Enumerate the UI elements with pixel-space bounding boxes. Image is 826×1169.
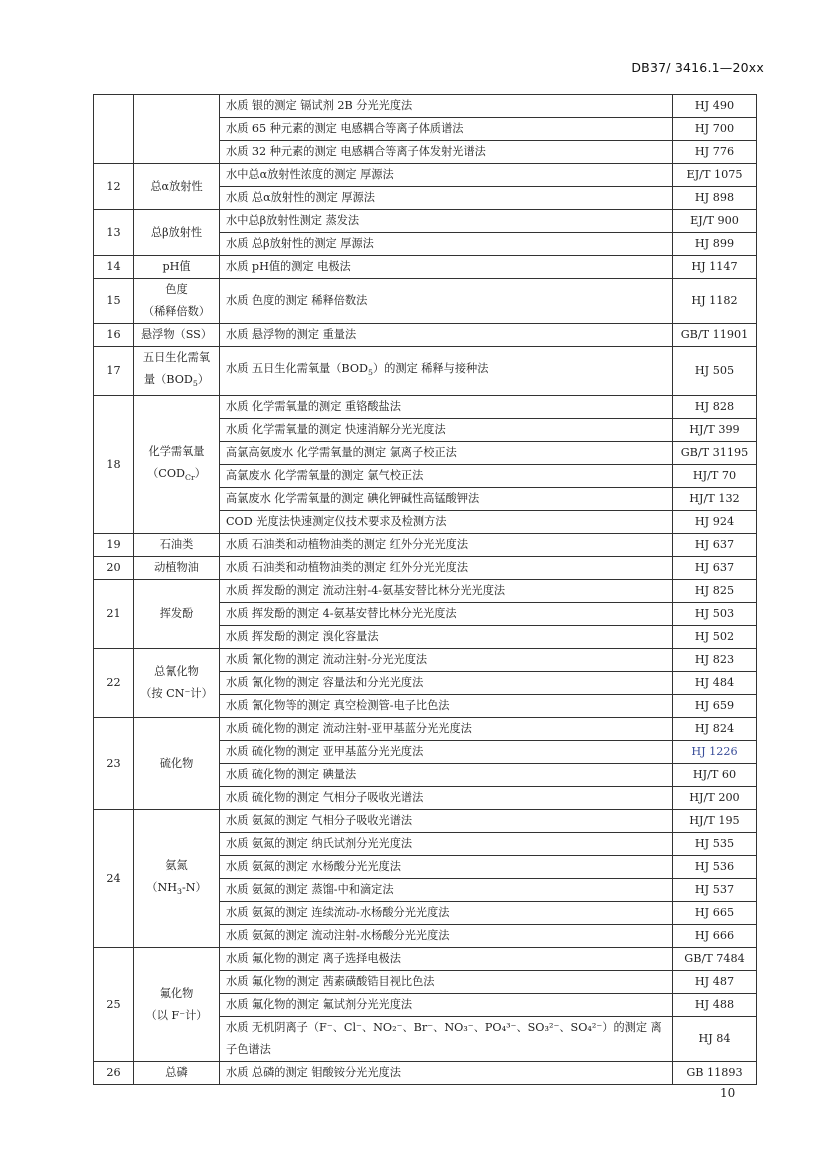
standard-code: HJ/T 132 — [673, 488, 757, 511]
method-name: 水质 氨氮的测定 水杨酸分光光度法 — [220, 856, 673, 879]
standard-code: HJ 503 — [673, 603, 757, 626]
standard-code: HJ 659 — [673, 695, 757, 718]
item-number: 17 — [94, 347, 134, 396]
standard-code: HJ 824 — [673, 718, 757, 741]
item-number: 19 — [94, 534, 134, 557]
item-name — [134, 948, 220, 1062]
table-row — [94, 1062, 757, 1085]
table-row — [94, 210, 757, 233]
standard-code: HJ 502 — [673, 626, 757, 649]
item-number: 12 — [94, 164, 134, 210]
method-name: 水质 氟化物的测定 氟试剂分光光度法 — [220, 994, 673, 1017]
standard-code: HJ 666 — [673, 925, 757, 948]
method-name: 水质 氰化物的测定 流动注射-分光光度法 — [220, 649, 673, 672]
standard-code: HJ/T 70 — [673, 465, 757, 488]
analysis-methods-table — [93, 94, 757, 1085]
standard-code: GB/T 11901 — [673, 324, 757, 347]
method-name: COD 光度法快速测定仪技术要求及检测方法 — [220, 511, 673, 534]
method-name: 水质 化学需氧量的测定 重铬酸盐法 — [220, 396, 673, 419]
standard-code: HJ 487 — [673, 971, 757, 994]
standard-code: HJ 924 — [673, 511, 757, 534]
standard-code: HJ 505 — [673, 347, 757, 396]
method-name: 水质 化学需氧量的测定 快速消解分光光度法 — [220, 419, 673, 442]
method-name: 高氯废水 化学需氧量的测定 碘化钾碱性高锰酸钾法 — [220, 488, 673, 511]
standard-code: HJ 536 — [673, 856, 757, 879]
document-code: DB37/ 3416.1—20xx — [631, 60, 764, 75]
item-name-line1: 化学需氧量 — [148, 444, 205, 458]
method-name: 水质 硫化物的测定 亚甲基蓝分光光度法 — [220, 741, 673, 764]
item-number: 18 — [94, 396, 134, 534]
item-number: 26 — [94, 1062, 134, 1085]
standard-code: GB/T 7484 — [673, 948, 757, 971]
standard-code: HJ 700 — [673, 118, 757, 141]
method-name: 高氯高氨废水 化学需氧量的测定 氯离子校正法 — [220, 442, 673, 465]
method-name: 水质 总α放射性的测定 厚源法 — [220, 187, 673, 210]
item-number: 23 — [94, 718, 134, 810]
table-row — [94, 324, 757, 347]
item-number — [94, 95, 134, 164]
standard-code-link[interactable]: HJ 1226 — [673, 741, 757, 764]
method-name: 水质 65 种元素的测定 电感耦合等离子体质谱法 — [220, 118, 673, 141]
item-number: 25 — [94, 948, 134, 1062]
item-name-line2: 量$(BOD_5)$ — [143, 373, 210, 389]
standard-code: HJ 484 — [673, 672, 757, 695]
method-name: 水质 悬浮物的测定 重量法 — [220, 324, 673, 347]
method-name: 水质 pH值的测定 电极法 — [220, 256, 673, 279]
method-name: 水质 银的测定 镉试剂 2B 分光光度法 — [220, 95, 673, 118]
table-row — [94, 347, 757, 396]
standard-code: EJ/T 1075 — [673, 164, 757, 187]
table-row — [94, 649, 757, 672]
standard-code: HJ 899 — [673, 233, 757, 256]
method-name: 水中总β放射性测定 蒸发法 — [220, 210, 673, 233]
item-name — [134, 279, 220, 324]
table-row — [94, 396, 757, 419]
item-number: 22 — [94, 649, 134, 718]
method-name: 水质 32 种元素的测定 电感耦合等离子体发射光谱法 — [220, 141, 673, 164]
standard-code: HJ 665 — [673, 902, 757, 925]
item-number: 16 — [94, 324, 134, 347]
page-number: 10 — [720, 1086, 736, 1100]
method-name: 水质 氨氮的测定 蒸馏-中和滴定法 — [220, 879, 673, 902]
standard-code: HJ 1147 — [673, 256, 757, 279]
table-row — [94, 279, 757, 324]
standard-code: GB/T 31195 — [673, 442, 757, 465]
item-name: 悬浮物（SS） — [134, 324, 220, 347]
standard-code: HJ 637 — [673, 534, 757, 557]
standard-code: HJ/T 195 — [673, 810, 757, 833]
item-name — [134, 649, 220, 718]
item-name — [134, 95, 220, 164]
item-name: 石油类 — [134, 534, 220, 557]
standard-code: HJ 535 — [673, 833, 757, 856]
item-name: 总磷 — [134, 1062, 220, 1085]
standard-code: HJ 537 — [673, 879, 757, 902]
method-name: 水质 氨氮的测定 纳氏试剂分光光度法 — [220, 833, 673, 856]
standard-code: HJ 898 — [673, 187, 757, 210]
method-name: 水质 总β放射性的测定 厚源法 — [220, 233, 673, 256]
method-name: 水质 总磷的测定 钼酸铵分光光度法 — [220, 1062, 673, 1085]
table-row — [94, 256, 757, 279]
standard-code: HJ 488 — [673, 994, 757, 1017]
standard-code: HJ 825 — [673, 580, 757, 603]
item-number: 15 — [94, 279, 134, 324]
standard-code: HJ 776 — [673, 141, 757, 164]
table-row — [94, 95, 757, 118]
method-name: 水质 无机阴离子（F⁻、Cl⁻、NO₂⁻、Br⁻、NO₃⁻、PO₄³⁻、SO₃²⁻、SO₄²⁻）的测定 离子色谱法 — [220, 1017, 673, 1062]
method-name: 水质 氨氮的测定 连续流动-水杨酸分光光度法 — [220, 902, 673, 925]
method-name: 水质 氨氮的测定 气相分子吸收光谱法 — [220, 810, 673, 833]
method-name: 水质 硫化物的测定 碘量法 — [220, 764, 673, 787]
method-name: 水质 挥发酚的测定 流动注射-4-氨基安替比林分光光度法 — [220, 580, 673, 603]
method-name: 水质 挥发酚的测定 4-氨基安替比林分光光度法 — [220, 603, 673, 626]
item-name-line1: 总氰化物 — [154, 665, 199, 679]
item-name: pH值 — [134, 256, 220, 279]
standard-code: HJ/T 200 — [673, 787, 757, 810]
method-name: 水质 石油类和动植物油类的测定 红外分光光度法 — [220, 557, 673, 580]
item-number: 13 — [94, 210, 134, 256]
item-name-line1: 氨氮 — [165, 858, 188, 872]
item-number: 14 — [94, 256, 134, 279]
standard-code: GB 11893 — [673, 1062, 757, 1085]
method-name: 水质 氟化物的测定 茜素磺酸锆目视比色法 — [220, 971, 673, 994]
item-name: 总β放射性 — [134, 210, 220, 256]
item-name-line2: （按 CN⁻计） — [140, 687, 213, 701]
standard-code: EJ/T 900 — [673, 210, 757, 233]
item-name: 硫化物 — [134, 718, 220, 810]
method-name: 水质 硫化物的测定 气相分子吸收光谱法 — [220, 787, 673, 810]
item-name-line1: 色度 — [165, 283, 188, 296]
item-number: 21 — [94, 580, 134, 649]
standard-code: HJ 490 — [673, 95, 757, 118]
method-name: 水中总α放射性浓度的测定 厚源法 — [220, 164, 673, 187]
method-name: 水质 氰化物的测定 容量法和分光光度法 — [220, 672, 673, 695]
item-name: 动植物油 — [134, 557, 220, 580]
standard-code: HJ/T 60 — [673, 764, 757, 787]
item-name: 挥发酚 — [134, 580, 220, 649]
item-name: 总α放射性 — [134, 164, 220, 210]
standard-code: HJ 828 — [673, 396, 757, 419]
item-name-line2: $(COD_{Cr})$ — [147, 466, 206, 482]
table-row — [94, 557, 757, 580]
table-row — [94, 580, 757, 603]
table-row — [94, 718, 757, 741]
item-name — [134, 810, 220, 948]
standard-code: HJ 823 — [673, 649, 757, 672]
item-name-line2: （稀释倍数） — [142, 305, 211, 318]
item-number: 20 — [94, 557, 134, 580]
table-row — [94, 948, 757, 971]
method-name: 水质 挥发酚的测定 溴化容量法 — [220, 626, 673, 649]
item-name-line1: 氟化物 — [159, 986, 194, 1000]
method-name: 水质 硫化物的测定 流动注射-亚甲基蓝分光光度法 — [220, 718, 673, 741]
item-name-line1: 五日生化需氧 — [142, 351, 211, 364]
method-name: 水质 五日生化需氧量$(BOD_5)$的测定 稀释与接种法 — [220, 347, 673, 396]
method-name: 水质 氟化物的测定 离子选择电极法 — [220, 948, 673, 971]
table-row — [94, 164, 757, 187]
standard-code: HJ/T 399 — [673, 419, 757, 442]
method-name: 水质 氨氮的测定 流动注射-水杨酸分光光度法 — [220, 925, 673, 948]
item-name — [134, 347, 220, 396]
standard-code: HJ 1182 — [673, 279, 757, 324]
table-row — [94, 534, 757, 557]
method-name: 水质 色度的测定 稀释倍数法 — [220, 279, 673, 324]
item-name-line2: （以 F⁻计） — [145, 1008, 208, 1022]
method-name: 水质 石油类和动植物油类的测定 红外分光光度法 — [220, 534, 673, 557]
method-name: 高氯废水 化学需氧量的测定 氯气校正法 — [220, 465, 673, 488]
item-name-line2: $(NH_3-N)$ — [146, 880, 207, 896]
method-name: 水质 氰化物等的测定 真空检测管-电子比色法 — [220, 695, 673, 718]
table-row — [94, 810, 757, 833]
item-name — [134, 396, 220, 534]
item-number: 24 — [94, 810, 134, 948]
standard-code: HJ 84 — [673, 1017, 757, 1062]
standard-code: HJ 637 — [673, 557, 757, 580]
